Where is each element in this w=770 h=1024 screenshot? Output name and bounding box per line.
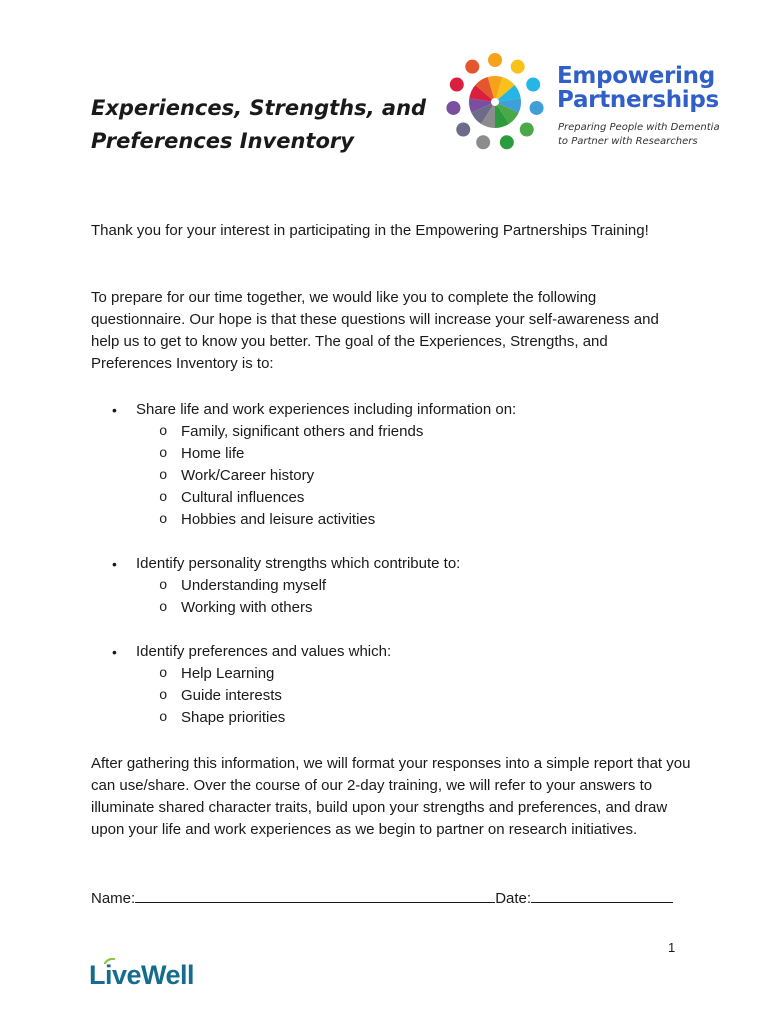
sub-item-text: Family, significant others and friends (181, 423, 424, 440)
sub-list-item (136, 663, 691, 685)
sub-bullet-icon: o (159, 424, 168, 440)
sub-item-text: Help Learning (181, 665, 275, 682)
goal-sublist (136, 421, 691, 531)
title-line-2: Preferences Inventory (91, 129, 354, 153)
logo-figure-head (500, 135, 514, 149)
goal-item (91, 553, 691, 619)
sub-bullet-icon: o (159, 600, 168, 616)
goal-sublist (136, 663, 691, 729)
sub-list-item (136, 575, 691, 597)
logo-tagline-line-1: Preparing People with Dementia (558, 122, 720, 133)
goals-list (91, 399, 691, 751)
empowering-partnerships-logo-icon (440, 52, 550, 156)
logo-figure-head (446, 101, 460, 115)
logo-figure-head (520, 123, 534, 137)
goal-text: Identify preferences and values which: (136, 643, 392, 660)
date-field[interactable] (531, 887, 673, 903)
sub-bullet-icon: o (159, 666, 168, 682)
sub-bullet-icon: o (159, 512, 168, 528)
sub-item-text: Guide interests (181, 687, 282, 704)
logo-figure-head (456, 123, 470, 137)
bullet-icon: • (112, 402, 117, 418)
logo-figure-head (465, 60, 479, 74)
sub-bullet-icon: o (159, 446, 168, 462)
sub-bullet-icon: o (159, 490, 168, 506)
sub-list-item (136, 465, 691, 487)
logo-wordmark (557, 64, 757, 112)
logo-tagline-line-2: to Partner with Researchers (558, 136, 698, 147)
sub-item-text: Working with others (181, 599, 313, 616)
logo-figure-head (488, 53, 502, 67)
document-title (91, 92, 431, 158)
sub-item-text: Hobbies and leisure activities (181, 511, 376, 528)
sub-item-text: Cultural influences (181, 489, 305, 506)
sub-bullet-icon: o (159, 688, 168, 704)
purpose-paragraph: To prepare for our time together, we would like you to complete the following questionnaire. Our hope is that these questions will increase your self-awareness and help us to get to know you better. The goal of the Experiences, Strengths, and Preferences Inventory is to: (91, 289, 659, 372)
sub-list-item (136, 509, 691, 531)
logo-figure-head (511, 60, 525, 74)
title-line-1: Experiences, Strengths, and (91, 96, 427, 120)
logo-name-line-2: Partnerships (557, 87, 719, 113)
logo-figure-head (476, 135, 490, 149)
name-field[interactable] (135, 887, 495, 903)
logo-name-line-1: Empowering (557, 63, 715, 89)
sub-item-text: Shape priorities (181, 709, 286, 726)
sub-bullet-icon: o (159, 578, 168, 594)
livewell-accent-icon (104, 958, 115, 964)
date-label: Date: (495, 890, 532, 907)
logo-figure-head (530, 101, 544, 115)
goal-sublist (136, 575, 691, 619)
sub-bullet-icon: o (159, 468, 168, 484)
sub-list-item (136, 685, 691, 707)
sub-item-text: Understanding myself (181, 577, 327, 594)
sub-list-item (136, 443, 691, 465)
goal-item (91, 641, 691, 729)
sub-bullet-icon: o (159, 710, 168, 726)
sub-item-text: Home life (181, 445, 245, 462)
page-number: 1 (668, 940, 676, 955)
bullet-icon: • (112, 556, 117, 572)
logo-figure-head (526, 78, 540, 92)
sub-list-item (136, 597, 691, 619)
logo-center (491, 98, 499, 106)
sub-list-item (136, 707, 691, 729)
signature-row (91, 887, 691, 910)
closing-paragraph: After gathering this information, we will format your responses into a simple report that you can use/share. Over the course of our 2-day training, we will refer to your answers to illuminate shared character traits, build upon your strengths and preferences, and draw upon your life and work experiences as we begin to partner on research initiatives. (91, 755, 691, 838)
goal-text: Share life and work experiences including information on: (136, 401, 517, 418)
intro-paragraph: Thank you for your interest in participating in the Empowering Partnerships Training! (91, 222, 649, 239)
logo-figure-head (450, 78, 464, 92)
livewell-logo-text: LiveWell (89, 960, 195, 990)
sub-list-item (136, 421, 691, 443)
livewell-logo (89, 960, 199, 994)
goal-item (91, 399, 691, 531)
bullet-icon: • (112, 644, 117, 660)
logo-tagline (558, 121, 758, 149)
name-label: Name: (91, 890, 136, 907)
sub-list-item (136, 487, 691, 509)
goal-text: Identify personality strengths which contribute to: (136, 555, 461, 572)
sub-item-text: Work/Career history (181, 467, 315, 484)
